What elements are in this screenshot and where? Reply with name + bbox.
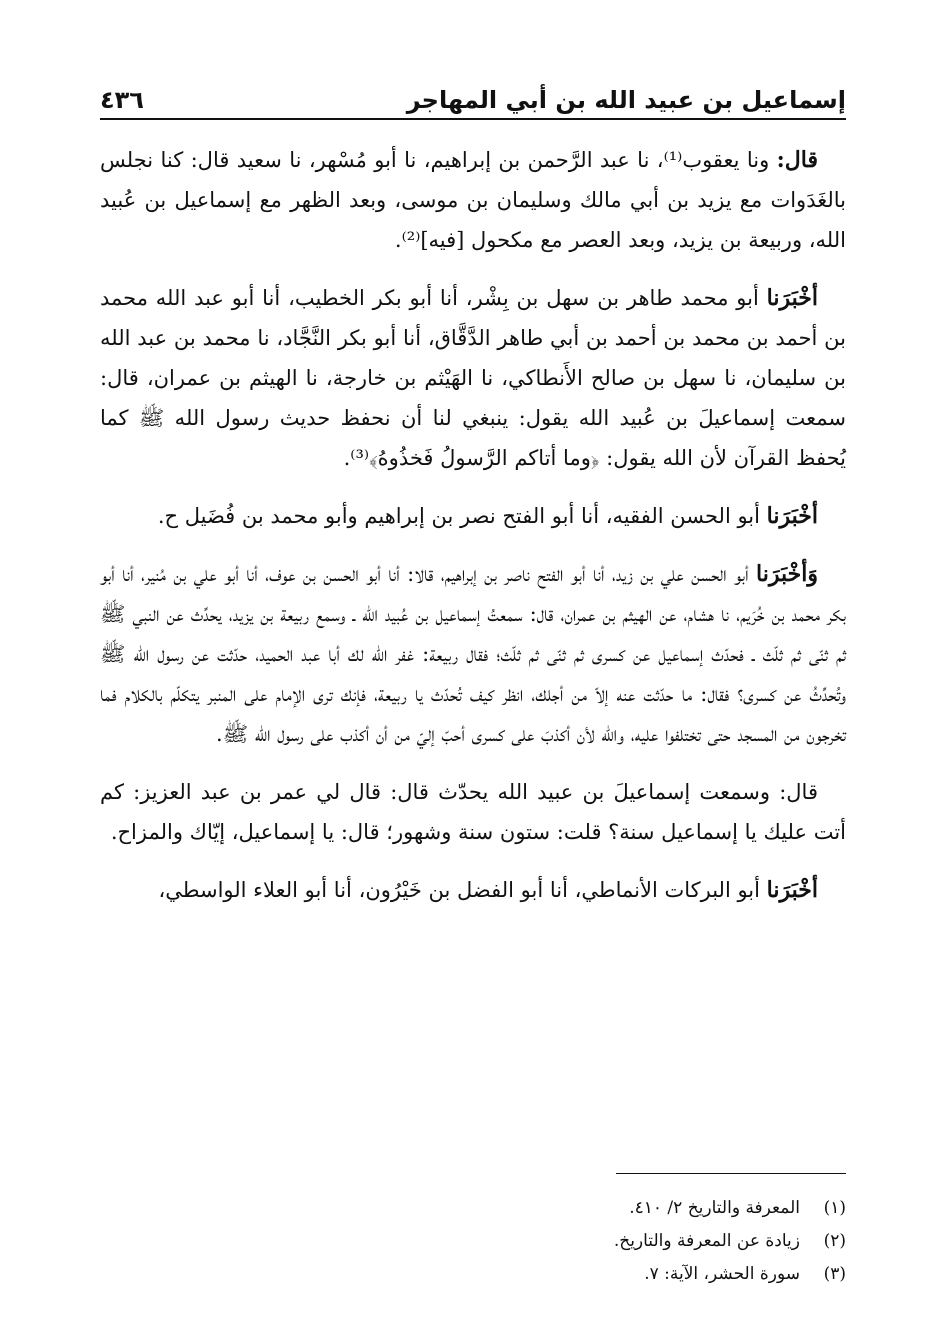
paragraph [100, 554, 846, 754]
paragraph-lead: أخْبَرَنا [766, 877, 818, 903]
footnote-text: زيادة عن المعرفة والتاريخ. [613, 1231, 800, 1251]
paragraph-text: أبو الحسن الفقيه، أنا أبو الفتح نصر بن إبراهيم وأبو محمد بن فُضَيل ح. [157, 504, 767, 528]
paragraph-lead: أخْبَرَنا [766, 503, 818, 529]
page-number: ٤٣٦ [100, 86, 144, 114]
paragraph-text: أبو البركات الأنماطي، أنا أبو الفضل بن خَيْرُون، أنا أبو العلاء الواسطي، [158, 878, 767, 902]
paragraph [100, 496, 846, 536]
paragraph [100, 140, 846, 260]
footnote [100, 1225, 846, 1258]
paragraph-lead: وَأخْبَرَنا [756, 561, 818, 587]
paragraph-text: أبو الحسن علي بن زيد، أنا أبو الفتح ناصر بن إبراهيم، قالا: أنا أبو الحسن بن عوف، أنا أبو علي بن مُنير، أنا أبو بكر محمد بن خُرَيم، نا هشام، عن الهيثم بن عمران، قال: سمعتُ إسماعيل بن عُبيد الله ـ وسمع ربيعة بن يزيد، يحدِّث عن النبي ﷺ ثم ثنّى ثم ثلّث ـ فحدّث إسماعيل عن كسرى ثم ثنّى ثم ثلّث؛ فقال ربيعة: غفر الله لك أبا عبد الحميد، حدّثت عن رسول الله ﷺ وتُحدِّثُ عن كسرى؟ فقال: ما حدّثت عنه إلاّ من أجلك، انظر كيف تُحدّث يا ربيعة، فإنك ترى الإمام على المنبر يتكلّم بالكلام فما تخرجون من المسجد حتى تختلفوا عليه، والله لأن أكذبَ على كسرى أحبّ إليّ من أن أكذب على رسول الله ﷺ. [100, 562, 846, 746]
footnote-number: (٢) [823, 1231, 846, 1251]
page-header [100, 74, 846, 120]
paragraph-text: ونا يعقوب⁽¹⁾، نا عبد الرَّحمن بن إبراهيم، نا أبو مُسْهر، نا سعيد قال: كنا نجلس بالغَدَوات مع يزيد بن أبي مالك وسليمان بن موسى، وبعد الظهر مع إسماعيل بن عُبيد الله، وربيعة بن يزيد، وبعد العصر مع مكحول [فيه]⁽²⁾. [100, 148, 846, 252]
paragraph [100, 772, 846, 852]
footnote [100, 1192, 846, 1225]
footnote-number: (١) [823, 1198, 846, 1218]
paragraph-text: قال: وسمعت إسماعيلَ بن عبيد الله يحدّث قال: قال لي عمر بن عبد العزيز: كم أتت عليك يا إسماعيل سنة؟ قلت: ستون سنة وشهور؛ قال: يا إسماعيل، إيّاك والمزاح. [100, 780, 846, 844]
footnote-text: المعرفة والتاريخ ٢/ ٤١٠. [629, 1198, 800, 1218]
footnote-divider [616, 1173, 846, 1174]
paragraph [100, 870, 846, 910]
footnote-number: (٣) [823, 1264, 846, 1284]
paragraph-text: أبو محمد طاهر بن سهل بن بِشْر، أنا أبو بكر الخطيب، أنا أبو عبد الله محمد بن أحمد بن محمد بن أحمد بن أبي طاهر الدَّقَّاق، أنا أبو بكر النَّجَّاد، نا محمد بن عبد الله بن سليمان، نا سهل بن صالح الأَنطاكي، نا الهَيْثم بن خارجة، نا الهيثم بن عمران، قال: سمعت إسماعيلَ بن عُبيد الله يقول: ينبغي لنا أن نحفظ حديث رسول الله ﷺ كما يُحفظ القرآن لأن الله يقول: ﴿وما أتاكم الرَّسولُ فَخذُوهُ﴾⁽³⁾. [100, 286, 846, 470]
footnote-text: سورة الحشر، الآية: ٧. [644, 1264, 800, 1284]
running-title: إسماعيل بن عبيد الله بن أبي المهاجر [406, 86, 846, 114]
footnote [100, 1258, 846, 1291]
main-text [100, 140, 846, 928]
footnotes [100, 1192, 846, 1291]
paragraph-lead: قال: [776, 147, 818, 173]
paragraph [100, 278, 846, 478]
paragraph-lead: أخْبَرَنا [766, 285, 818, 311]
